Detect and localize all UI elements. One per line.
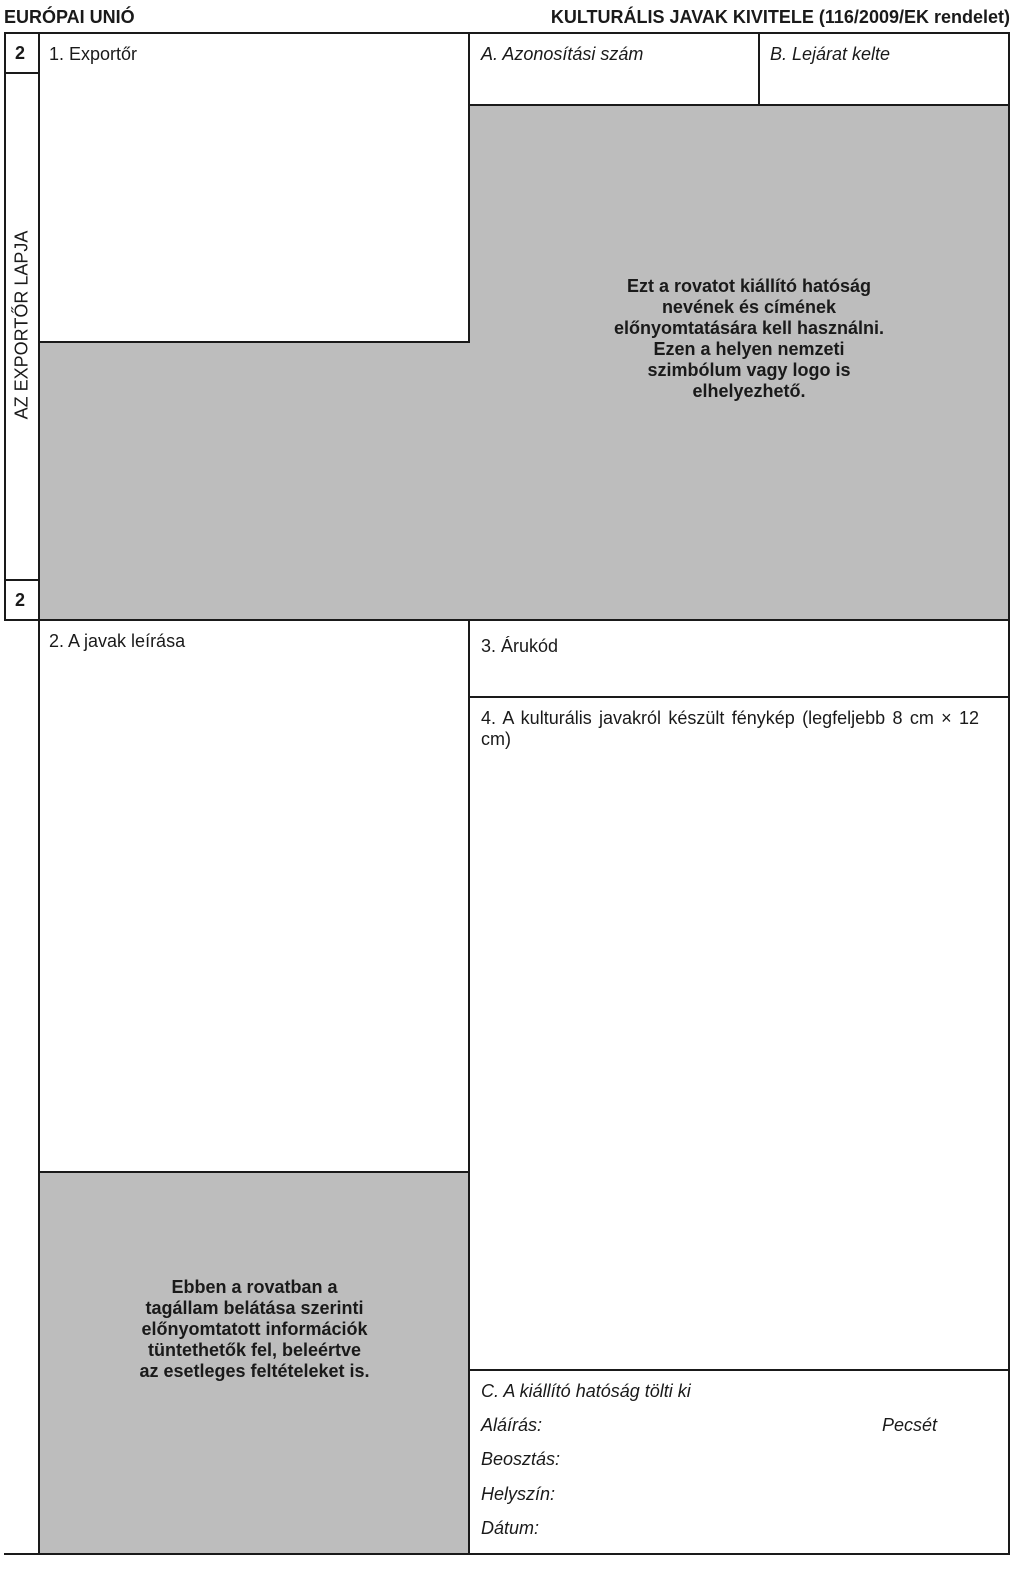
frame-left-sidebar	[4, 32, 6, 621]
authority-note-line: szimbólum vagy logo is	[647, 360, 851, 380]
frame-bottom	[4, 1553, 1010, 1555]
commodity-code-label: 3. Árukód	[481, 636, 559, 656]
signature-label: Aláírás:	[481, 1415, 543, 1435]
authority-note-line: elhelyezhető.	[692, 381, 806, 401]
authority-note-line: nevének és címének	[661, 297, 837, 317]
position-label: Beosztás:	[481, 1449, 561, 1469]
id-row-bottom	[469, 104, 1009, 106]
place-label: Helyszín:	[481, 1484, 556, 1504]
date-label: Dátum:	[481, 1518, 540, 1538]
header-eu-title: EURÓPAI UNIÓ	[4, 7, 135, 27]
authority-note	[469, 276, 1024, 402]
authority-note-line: Ezt a rovatot kiállító hatóság	[626, 276, 872, 296]
member-state-note	[40, 1277, 469, 1382]
id-number-label: A. Azonosítási szám	[481, 44, 644, 64]
description-bottom-border	[40, 1171, 469, 1173]
member-state-note-line: tagállam belátása szerinti	[145, 1298, 364, 1318]
exporter-label: 1. Exportőr	[49, 44, 138, 64]
photo-bottom-border	[469, 1369, 1009, 1371]
sidebar-vertical-label: AZ EXPORTŐR LAPJA	[11, 230, 32, 420]
expiry-label: B. Lejárat kelte	[770, 44, 891, 64]
frame-top	[4, 32, 1010, 34]
issuer-label: C. A kiállító hatóság tölti ki	[481, 1381, 691, 1401]
header-form-title: KULTURÁLIS JAVAK KIVITELE (116/2009/EK rendelet)	[550, 7, 1010, 27]
member-state-note-line: Ebben a rovatban a	[171, 1277, 338, 1297]
lower-vertical-divider	[468, 621, 470, 1554]
copy-number-bottom: 2	[15, 590, 26, 610]
member-state-note-line: az esetleges feltételeket is.	[139, 1361, 370, 1381]
exporter-bottom-border	[40, 341, 469, 343]
sidebar-divider-bottom	[4, 579, 39, 581]
stamp-label: Pecsét	[882, 1415, 938, 1435]
copy-number-top: 2	[15, 43, 26, 63]
authority-note-line: Ezen a helyen nemzeti	[653, 339, 845, 359]
member-state-note-line: tüntethetők fel, beleértve	[147, 1340, 362, 1360]
authority-note-line: előnyomtatására kell használni.	[613, 318, 885, 338]
id-expiry-divider	[758, 32, 760, 105]
frame-right	[1008, 32, 1010, 1555]
description-label: 2. A javak leírása	[49, 631, 186, 651]
authority-shaded-area-left	[40, 342, 469, 619]
commodity-bottom-border	[469, 696, 1009, 698]
member-state-note-line: előnyomtatott információk	[141, 1319, 368, 1339]
section-divider-mid	[4, 619, 1010, 621]
sidebar-divider-top	[4, 72, 39, 74]
photo-label: 4. A kulturális javakról készült fénykép (legfeljebb 8 cm × 12 cm)	[481, 708, 979, 749]
